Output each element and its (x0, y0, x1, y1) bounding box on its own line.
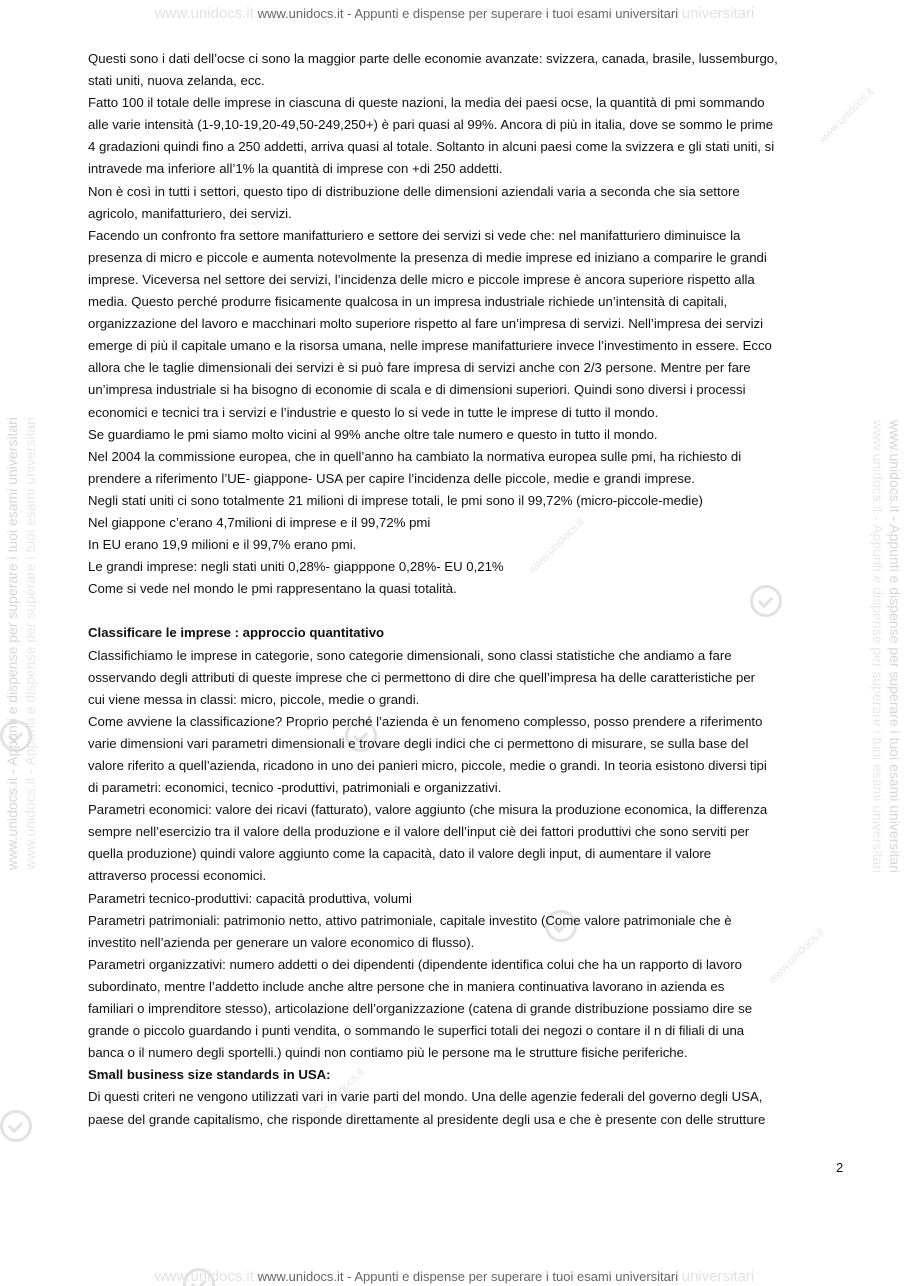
footer-ghost-right: universitari (681, 1268, 755, 1285)
text-line: Parametri economici: valore dei ricavi (fatturato), valore aggiunto (che misura la produzione economica, la differenza (88, 802, 768, 818)
footer-watermark-link[interactable]: www.unidocs.it - Appunti e dispense per superare i tuoi esami universitari (257, 1269, 679, 1284)
diagonal-watermark: www.unidocs.it (766, 926, 827, 986)
text-line: subordinato, mentre l’addetto include anche altre persone che in maniera continuativa lavorano in azienda es (88, 978, 725, 994)
page-number: 2 (836, 1160, 844, 1175)
text-line: investito nell’azienda per generare un valore economico di flusso). (88, 934, 475, 950)
text-line: quella produzione) quindi valore aggiunto come la capacità, dato il valore degli input, di aumentare il valore (88, 846, 712, 862)
right-side-watermark: www.unidocs.it - Appunti e dispense per superare i tuoi esami universitari (887, 420, 903, 873)
header-ghost-left: www.unidocs.it (154, 5, 254, 22)
text-line: Facendo un confronto fra settore manifatturiero e settore dei servizi si vede che: nel manifatturiero diminuisce la (88, 227, 741, 243)
text-line: sempre nell’esercizio tra il valore della produzione e il valore dell’input ciè dei fattori produttivi che sono serviti per (88, 824, 750, 840)
page-footer (0, 1268, 909, 1285)
text-line: allora che le taglie dimensionali dei servizi è si può fare impresa di servizi anche con 2/3 persone. Mentre per fare (88, 360, 751, 376)
text-line: 4 gradazioni quindi fino a 250 addetti, arriva quasi al totale. Soltanto in alcuni paesi come la svizzera e gli stati uniti, si (88, 139, 775, 155)
text-line: intravede ma inferiore all’1% la quantità di imprese con +di 250 addetti. (88, 161, 503, 177)
diagonal-watermark: www.unidocs.it (306, 1066, 367, 1126)
text-line: Questi sono i dati dell’ocse ci sono la maggior parte delle economie avanzate: svizzera, canada, brasile, lussemburgo, (88, 51, 778, 66)
header-ghost-right: universitari (681, 5, 755, 22)
text-line: Negli stati uniti ci sono totalmente 21 milioni di imprese totali, le pmi sono il 99,72% (micro-piccole-medie) (88, 492, 703, 508)
text-line: valore riferito a quell’azienda, ricadono in uno dei panieri micro, piccole, medie o grandi. In teoria esistono diversi tipi (88, 758, 767, 773)
diagonal-watermark: www.unidocs.it (816, 86, 877, 146)
left-side-watermark-ghost: www.unidocs.it - Appunti e dispense per superare i tuoi esami universitari (22, 417, 38, 870)
text-line: alle varie intensità (1-9,10-19,20-49,50-249,250+) è pari quasi al 99%. Ancora di più in italia, dove se sommo le prime (88, 117, 774, 133)
text-line: emerge di più il capitale umano e la risorsa umana, nelle imprese manifatturiere invece l’investimento in essere. Ecco (88, 338, 772, 354)
text-line: presenza di micro e piccole e aumenta notevolmente la presenza di medie imprese ed iniziano a comparire le grandi (88, 249, 767, 265)
section-heading: Small business size standards in USA: (88, 1067, 331, 1083)
text-line: paese del grande capitalismo, che risponde direttamente al presidente degli usa e che è presente con delle strutture (88, 1111, 766, 1127)
text-line: Se guardiamo le pmi siamo molto vicini al 99% anche oltre tale numero e questo in tutto il mondo. (88, 426, 658, 442)
text-line: Di questi criteri ne vengono utilizzati vari in varie parti del mondo. Una delle agenzie federali del governo degli USA, (88, 1089, 763, 1105)
header-watermark-link[interactable]: www.unidocs.it - Appunti e dispense per superare i tuoi esami universitari (257, 6, 679, 21)
right-side-watermark-ghost: www.unidocs.it - Appunti e dispense per superare i tuoi esami universitari (870, 420, 886, 873)
text-line: di parametri: economici, tecnico -produttivi, patrimoniali e organizzativi. (88, 780, 502, 796)
text-line: banca o il numero degli sportelli.) quindi non contiamo più le persone ma le strutture fisiche periferiche. (88, 1045, 688, 1061)
text-line: imprese. Viceversa nel settore dei servizi, l’incidenza delle micro e piccole imprese è ancora superiore rispetto alla (88, 271, 755, 287)
text-line: Fatto 100 il totale delle imprese in ciascuna di queste nazioni, la media dei paesi ocse, la quantità di pmi sommando (88, 95, 765, 111)
left-side-watermark: www.unidocs.it - Appunti e dispense per superare i tuoi esami universitari (4, 417, 20, 870)
diagonal-watermark: www.unidocs.it (526, 516, 587, 576)
text-line: Non è così in tutti i settori, questo tipo di distribuzione delle dimensioni aziendali varia a seconda che sia settore (88, 183, 740, 199)
text-line: osservando degli attributi di queste imprese che ci permettono di dire che quell’impresa ha delle caratteristiche per (88, 669, 756, 685)
footer-ghost-left: www.unidocs.it (154, 1268, 254, 1285)
text-line: prendere a riferimento l’UE- giappone- USA per capire l’incidenza delle piccole, medie e grandi imprese. (88, 470, 695, 486)
text-line: Le grandi imprese: negli stati uniti 0,28%- giapppone 0,28%- EU 0,21% (88, 559, 504, 575)
text-line: organizzazione del lavoro e macchinari molto superiore rispetto al fare un’impresa di servizi. Nell’impresa dei servizi (88, 316, 764, 332)
text-line: stati uniti, nuova zelanda, ecc. (88, 73, 265, 89)
text-line: Parametri patrimoniali: patrimonio netto, attivo patrimoniale, capitale investito (Come valore patrimoniale che è (88, 912, 732, 928)
text-line: attraverso processi economici. (88, 868, 267, 884)
text-line: Nel 2004 la commissione europea, che in quell’anno ha cambiato la normativa europea sulle pmi, ha richiesto di (88, 448, 742, 464)
text-line: Come avviene la classificazione? Proprio perché l’azienda è un fenomeno complesso, posso prendere a riferimento (88, 713, 763, 729)
text-line: grande o piccolo guardando i punti vendita, o sommando le superfici totali dei negozi o contare il n di filiali di una (88, 1023, 745, 1039)
document-body (88, 48, 844, 1131)
text-line: cui viene messa in classi: micro, piccole, medie o grandi. (88, 691, 420, 707)
section-heading: Classificare le imprese : approccio quantitativo (88, 625, 385, 641)
text-line: Parametri organizzativi: numero addetti o dei dipendenti (dipendente identifica colui che ha un rapporto di lavoro (88, 956, 742, 972)
text-line: In EU erano 19,9 milioni e il 99,7% erano pmi. (88, 537, 357, 553)
blank-line (88, 600, 844, 622)
text-line: un’impresa industriale si ha bisogno di economie di scala e di dimensioni superiori. Quindi sono diversi i processi (88, 382, 746, 398)
text-line: Parametri tecnico-produttivi: capacità produttiva, volumi (88, 890, 412, 906)
text-line: Classifichiamo le imprese in categorie, sono categorie dimensionali, sono classi statistiche che andiamo a fare (88, 647, 732, 663)
watermark-logo-icon (0, 1110, 32, 1142)
text-line: agricolo, manifatturiero, dei servizi. (88, 205, 292, 221)
text-line: Nel giappone c’erano 4,7milioni di imprese e il 99,72% pmi (88, 514, 431, 530)
watermark-logo-icon (0, 720, 32, 752)
page-header (0, 5, 909, 22)
text-line: media. Questo perché produrre fisicamente qualcosa in un impresa industriale richiede un’intensità di capitali, (88, 294, 728, 310)
text-line: varie dimensioni vari parametri dimensionali e trovare degli indici che ci permettono di misurare, se sulla base del (88, 735, 749, 751)
text-line: Come si vede nel mondo le pmi rappresentano la quasi totalità. (88, 581, 457, 597)
text-line: economici e tecnici tra i servizi e l’industrie e questo lo si vede in tutte le imprese di tutto il mondo. (88, 404, 659, 420)
text-line: familiari o imprenditore stesso), articolazione dell’organizzazione (catena di grande distribuzione possiamo dire se (88, 1001, 753, 1017)
